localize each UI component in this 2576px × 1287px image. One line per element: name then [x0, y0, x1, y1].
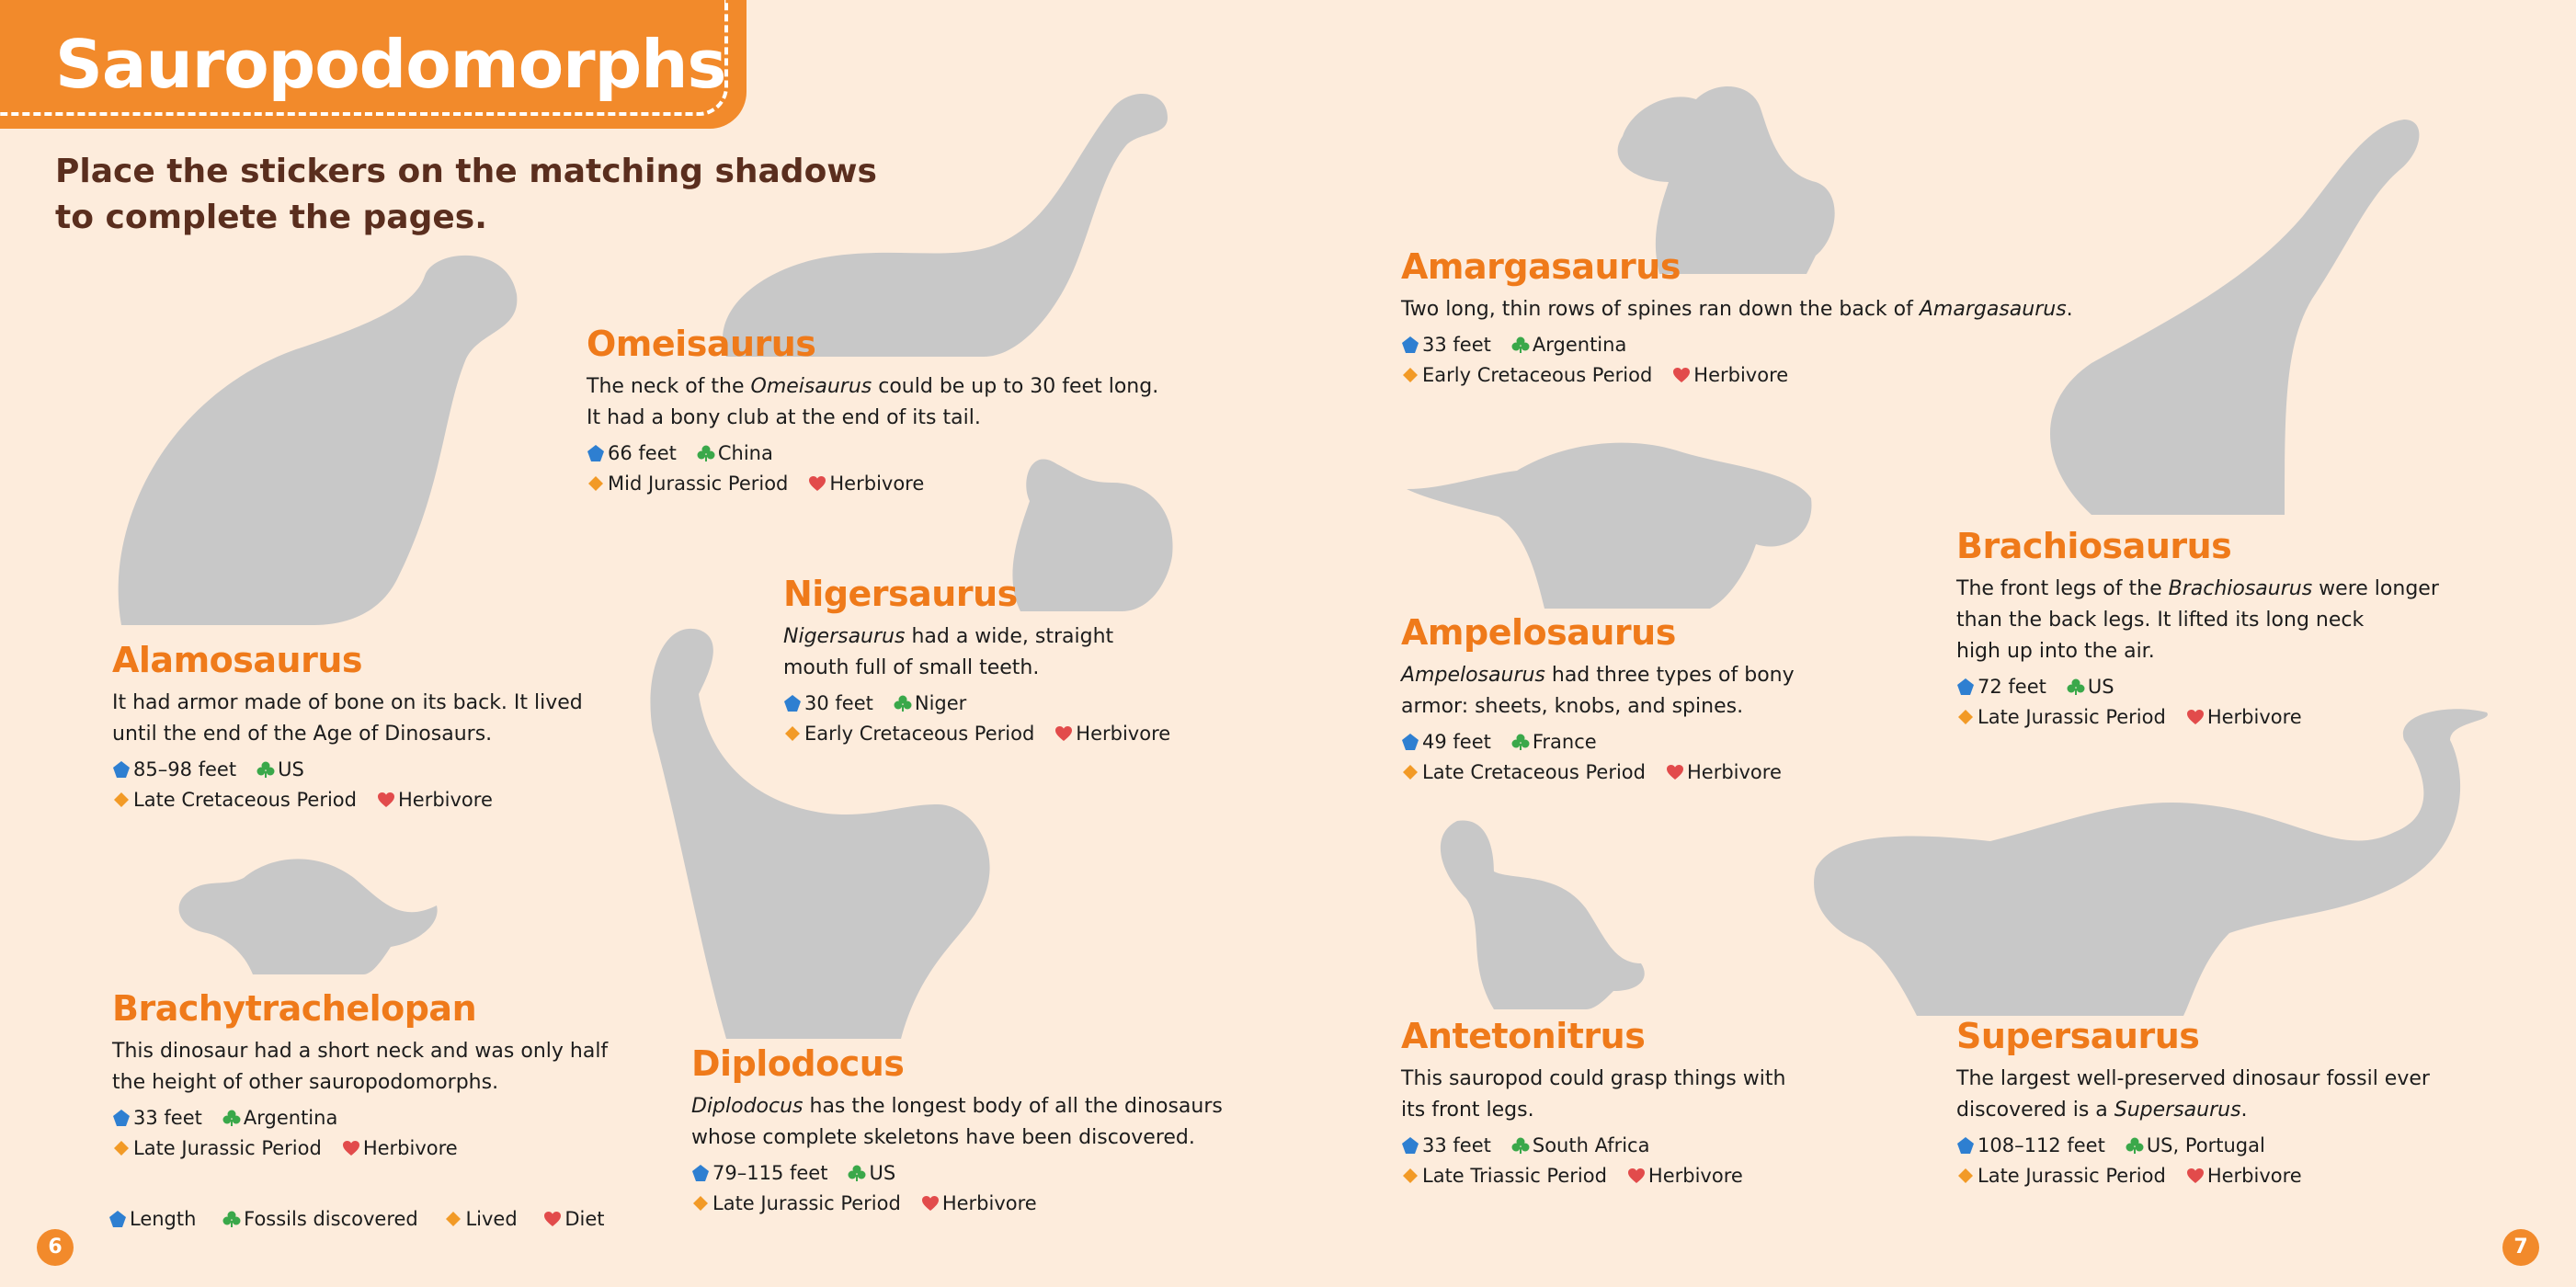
fact-lived — [1956, 1162, 2166, 1190]
fact-lived-value: Late Cretaceous Period — [1422, 761, 1646, 783]
fossils-icon — [222, 1210, 241, 1228]
facts-row — [112, 786, 583, 816]
dino-description — [1401, 660, 1802, 723]
fossils-icon — [848, 1164, 866, 1182]
page-number-left: 6 — [37, 1229, 74, 1266]
fact-diet — [1627, 1162, 1743, 1190]
description-italic-name: Diplodocus — [691, 1095, 804, 1118]
fact-fossils-value: US, Portugal — [2146, 1134, 2265, 1156]
dino-description — [112, 1036, 608, 1099]
fact-fossils — [848, 1159, 895, 1187]
fact-fossils — [2067, 673, 2114, 700]
card-nigersaurus — [783, 574, 1191, 750]
fact-length-value: 66 feet — [608, 442, 677, 464]
description-line — [1401, 691, 1802, 723]
description-italic-name: Ampelosaurus — [1401, 664, 1545, 687]
description-text: than the back legs. It lifted its long neck — [1956, 609, 2365, 632]
facts-row — [1956, 1162, 2430, 1192]
description-line — [112, 688, 583, 719]
fact-lived — [783, 720, 1034, 747]
fact-length-value: 79–115 feet — [712, 1162, 828, 1184]
instructions-line-2: to complete the pages. — [55, 199, 487, 236]
dino-description — [1401, 1064, 1785, 1126]
alamosaurus-sticker-shadow[interactable] — [112, 248, 521, 634]
lived-icon — [444, 1210, 462, 1228]
length-icon — [1956, 678, 1975, 696]
facts-row — [1401, 1162, 1785, 1192]
dino-name: Supersaurus — [1956, 1016, 2200, 1056]
description-text: were longer — [2312, 577, 2439, 600]
ampelosaurus-sticker-shadow[interactable] — [1407, 434, 1816, 613]
description-text: whose complete skeletons have been discovered. — [691, 1126, 1195, 1149]
facts-row — [691, 1190, 1223, 1220]
fact-lived-value: Late Jurassic Period — [1978, 1165, 2166, 1187]
dino-description — [1401, 294, 2073, 325]
dino-facts — [1956, 673, 2439, 734]
antetonitrus-sticker-shadow[interactable] — [1430, 816, 1650, 1014]
fact-fossils — [1511, 331, 1626, 359]
card-supersaurus — [1956, 1016, 2430, 1192]
lived-icon — [587, 474, 605, 493]
fact-fossils-value: US — [278, 758, 304, 780]
dino-description — [1956, 574, 2439, 667]
description-line — [587, 403, 1158, 434]
diet-icon — [808, 474, 826, 493]
fact-lived-value: Late Jurassic Period — [712, 1192, 901, 1214]
fact-length-value: 72 feet — [1978, 676, 2046, 698]
dino-description — [1956, 1064, 2430, 1126]
diet-icon — [342, 1139, 360, 1157]
facts-row — [1401, 758, 1802, 789]
description-italic-name: Amargasaurus — [1919, 298, 2067, 321]
description-line — [112, 1036, 608, 1067]
fact-diet-value: Herbivore — [1686, 761, 1782, 783]
facts-row — [691, 1159, 1223, 1190]
description-line — [1401, 1095, 1785, 1126]
card-brachiosaurus — [1956, 526, 2439, 734]
fact-fossils-value: Niger — [914, 692, 967, 714]
title-banner — [0, 0, 747, 129]
brachytrachelopan-sticker-shadow[interactable] — [170, 850, 446, 979]
brachiosaurus-sticker-shadow[interactable] — [2036, 115, 2422, 519]
fact-length — [1956, 673, 2046, 700]
lived-icon — [691, 1194, 710, 1213]
lived-icon — [1401, 763, 1419, 781]
dino-facts — [691, 1159, 1223, 1220]
fact-diet — [1666, 758, 1782, 786]
fact-lived — [1401, 1162, 1607, 1190]
fact-diet — [2186, 703, 2302, 731]
fossils-icon — [2067, 678, 2085, 696]
length-icon — [1956, 1136, 1975, 1155]
fossils-icon — [2126, 1136, 2144, 1155]
fact-diet — [2186, 1162, 2302, 1190]
description-line — [783, 653, 1191, 684]
description-text: high up into the air. — [1956, 640, 2155, 663]
description-line — [1956, 574, 2439, 605]
fact-lived-value: Late Triassic Period — [1422, 1165, 1607, 1187]
fact-lived — [112, 786, 357, 814]
fact-fossils — [222, 1104, 337, 1132]
description-italic-name: Brachiosaurus — [2168, 577, 2313, 600]
length-icon — [112, 760, 131, 779]
description-text: The neck of the — [587, 375, 751, 398]
description-text: its front legs. — [1401, 1099, 1534, 1122]
description-text: has the longest body of all the dinosaurs — [803, 1095, 1223, 1118]
lived-icon — [112, 791, 131, 809]
fact-length — [112, 1104, 202, 1132]
page-number-right: 7 — [2502, 1229, 2539, 1266]
description-text: The front legs of the — [1956, 577, 2169, 600]
fact-diet — [377, 786, 493, 814]
fact-lived — [112, 1134, 322, 1162]
fact-diet — [1672, 361, 1788, 389]
fact-fossils-value: US — [869, 1162, 896, 1184]
fact-lived-value: Mid Jurassic Period — [608, 473, 789, 495]
description-text: It had armor made of bone on its back. It lived — [112, 691, 583, 714]
facts-row — [112, 756, 583, 786]
fact-fossils-value: China — [717, 442, 773, 464]
fact-fossils-value: US — [2087, 676, 2114, 698]
description-text: . — [2066, 298, 2073, 321]
facts-row — [1401, 728, 1802, 758]
dino-facts — [1401, 331, 2073, 392]
page-title: Sauropodomorphs — [55, 26, 726, 103]
fact-diet-value: Herbivore — [1693, 364, 1789, 386]
diet-icon — [543, 1210, 562, 1228]
dino-description — [783, 621, 1191, 684]
fact-lived-value: Early Cretaceous Period — [1422, 364, 1653, 386]
description-line — [112, 719, 583, 750]
legend-lived: Lived — [444, 1208, 517, 1230]
description-line — [1956, 636, 2439, 667]
diet-icon — [2186, 708, 2205, 726]
dino-name: Antetonitrus — [1401, 1016, 1646, 1056]
dino-facts — [783, 689, 1191, 750]
facts-row — [112, 1134, 608, 1165]
fact-fossils-value: Argentina — [243, 1107, 338, 1129]
card-brachytrachelopan — [112, 988, 608, 1165]
description-text: This dinosaur had a short neck and was only half — [112, 1040, 609, 1063]
lived-icon — [112, 1139, 131, 1157]
facts-row — [1401, 331, 2073, 361]
dino-name: Amargasaurus — [1401, 246, 1681, 287]
diet-icon — [1666, 763, 1684, 781]
fossils-icon — [1511, 1136, 1530, 1155]
fact-lived-value: Early Cretaceous Period — [804, 723, 1035, 745]
length-icon — [783, 694, 802, 712]
facts-row — [1956, 703, 2439, 734]
fact-diet-value: Herbivore — [397, 789, 493, 811]
dino-facts — [1401, 728, 1802, 789]
facts-row — [1401, 1132, 1785, 1162]
fact-length-value: 33 feet — [133, 1107, 202, 1129]
lived-icon — [1401, 366, 1419, 384]
fact-diet-value: Herbivore — [829, 473, 925, 495]
diet-icon — [1672, 366, 1691, 384]
description-text: armor: sheets, knobs, and spines. — [1401, 695, 1744, 718]
fossils-icon — [222, 1109, 241, 1127]
fact-diet — [808, 470, 924, 497]
card-antetonitrus — [1401, 1016, 1785, 1192]
dino-description — [112, 688, 583, 750]
fact-diet — [342, 1134, 458, 1162]
description-text: until the end of the Age of Dinosaurs. — [112, 723, 493, 746]
fact-length — [1401, 728, 1491, 756]
fact-diet — [921, 1190, 1037, 1217]
dino-facts — [1956, 1132, 2430, 1192]
description-text: could be up to 30 feet long. — [872, 375, 1159, 398]
description-line — [783, 621, 1191, 653]
diet-icon — [377, 791, 395, 809]
length-icon — [108, 1210, 127, 1228]
dino-facts — [112, 1104, 608, 1165]
legend-length: Length — [108, 1208, 196, 1230]
description-text: Two long, thin rows of spines ran down the back of — [1401, 298, 1920, 321]
fact-length — [691, 1159, 827, 1187]
card-diplodocus — [691, 1043, 1223, 1220]
dino-name: Omeisaurus — [587, 324, 816, 364]
fossils-icon — [1511, 336, 1530, 354]
fact-fossils-value: Argentina — [1532, 334, 1627, 356]
description-text: The largest well-preserved dinosaur fossil ever — [1956, 1067, 2430, 1090]
facts-row — [1956, 673, 2439, 703]
description-text: discovered is a — [1956, 1099, 2114, 1122]
description-line — [691, 1091, 1223, 1122]
fact-length — [587, 439, 677, 467]
facts-row — [783, 689, 1191, 720]
fossils-icon — [697, 444, 715, 462]
card-alamosaurus — [112, 640, 583, 816]
description-text: . — [2240, 1099, 2248, 1122]
dino-name: Brachytrachelopan — [112, 988, 477, 1029]
fact-diet-value: Herbivore — [941, 1192, 1037, 1214]
fact-length — [112, 756, 236, 783]
instructions-line-1: Place the stickers on the matching shadows — [55, 153, 877, 190]
card-omeisaurus — [587, 324, 1158, 500]
fact-length-value: 108–112 feet — [1978, 1134, 2105, 1156]
legend-diet: Diet — [543, 1208, 604, 1230]
legend-fossils: Fossils discovered — [222, 1208, 418, 1230]
fact-diet-value: Herbivore — [362, 1137, 458, 1159]
lived-icon — [1956, 708, 1975, 726]
description-line — [1956, 1064, 2430, 1095]
fact-lived — [1401, 758, 1646, 786]
dino-name: Diplodocus — [691, 1043, 905, 1084]
fact-fossils — [697, 439, 773, 467]
description-text: had a wide, straight — [905, 625, 1114, 648]
description-italic-name: Supersaurus — [2114, 1099, 2241, 1122]
dino-name: Nigersaurus — [783, 574, 1018, 614]
fact-lived — [1956, 703, 2166, 731]
description-line — [1401, 294, 2073, 325]
fact-fossils — [2126, 1132, 2265, 1159]
lived-icon — [1401, 1167, 1419, 1185]
legend — [108, 1208, 625, 1233]
fossils-icon — [256, 760, 275, 779]
length-icon — [1401, 1136, 1419, 1155]
diet-icon — [1054, 724, 1073, 743]
facts-row — [1401, 361, 2073, 392]
description-text: mouth full of small teeth. — [783, 656, 1040, 679]
fact-lived-value: Late Jurassic Period — [1978, 706, 2166, 728]
dino-facts — [112, 756, 583, 816]
fact-fossils-value: South Africa — [1532, 1134, 1650, 1156]
fact-lived-value: Late Cretaceous Period — [133, 789, 357, 811]
length-icon — [1401, 336, 1419, 354]
fact-length — [783, 689, 873, 717]
fact-length — [1401, 1132, 1491, 1159]
fact-lived-value: Late Jurassic Period — [133, 1137, 322, 1159]
fossils-icon — [1511, 733, 1530, 751]
description-italic-name: Nigersaurus — [783, 625, 906, 648]
diet-icon — [921, 1194, 940, 1213]
fact-fossils-value: France — [1532, 731, 1597, 753]
facts-row — [1956, 1132, 2430, 1162]
card-ampelosaurus — [1401, 612, 1802, 789]
fact-length — [1401, 331, 1491, 359]
facts-row — [783, 720, 1191, 750]
description-line — [1956, 605, 2439, 636]
fact-diet — [1054, 720, 1170, 747]
fossils-icon — [894, 694, 912, 712]
fact-diet-value: Herbivore — [1076, 723, 1171, 745]
lived-icon — [1956, 1167, 1975, 1185]
fact-fossils — [1511, 1132, 1650, 1159]
description-line — [1401, 660, 1802, 691]
description-line — [1956, 1095, 2430, 1126]
description-line — [112, 1067, 608, 1099]
length-icon — [1401, 733, 1419, 751]
fact-length-value: 85–98 feet — [133, 758, 237, 780]
fact-diet-value: Herbivore — [2206, 706, 2302, 728]
fact-fossils — [894, 689, 966, 717]
fact-length-value: 33 feet — [1422, 1134, 1491, 1156]
dino-name: Alamosaurus — [112, 640, 363, 680]
facts-row — [587, 470, 1158, 500]
description-line — [587, 371, 1158, 403]
diet-icon — [2186, 1167, 2205, 1185]
lived-icon — [783, 724, 802, 743]
facts-row — [112, 1104, 608, 1134]
fact-lived — [1401, 361, 1652, 389]
description-text: had three types of bony — [1544, 664, 1795, 687]
description-text: It had a bony club at the end of its tail. — [587, 406, 981, 429]
length-icon — [112, 1109, 131, 1127]
description-line — [691, 1122, 1223, 1154]
dino-facts — [1401, 1132, 1785, 1192]
description-italic-name: Omeisaurus — [750, 375, 872, 398]
supersaurus-sticker-shadow[interactable] — [1807, 703, 2494, 1020]
fact-length — [1956, 1132, 2105, 1159]
length-icon — [691, 1164, 710, 1182]
dino-facts — [587, 439, 1158, 500]
dino-description — [587, 371, 1158, 434]
fact-length-value: 33 feet — [1422, 334, 1491, 356]
fact-length-value: 49 feet — [1422, 731, 1491, 753]
fact-length-value: 30 feet — [804, 692, 873, 714]
diet-icon — [1627, 1167, 1646, 1185]
description-line — [1401, 1064, 1785, 1095]
fact-diet-value: Herbivore — [1647, 1165, 1743, 1187]
fact-fossils — [256, 756, 304, 783]
dino-name: Brachiosaurus — [1956, 526, 2232, 566]
dino-description — [691, 1091, 1223, 1154]
facts-row — [587, 439, 1158, 470]
fact-lived — [691, 1190, 901, 1217]
fact-diet-value: Herbivore — [2206, 1165, 2302, 1187]
description-text: the height of other sauropodomorphs. — [112, 1071, 499, 1094]
length-icon — [587, 444, 605, 462]
fact-fossils — [1511, 728, 1597, 756]
card-amargasaurus — [1401, 246, 2073, 392]
dino-name: Ampelosaurus — [1401, 612, 1676, 653]
description-text: This sauropod could grasp things with — [1401, 1067, 1786, 1090]
fact-lived — [587, 470, 788, 497]
